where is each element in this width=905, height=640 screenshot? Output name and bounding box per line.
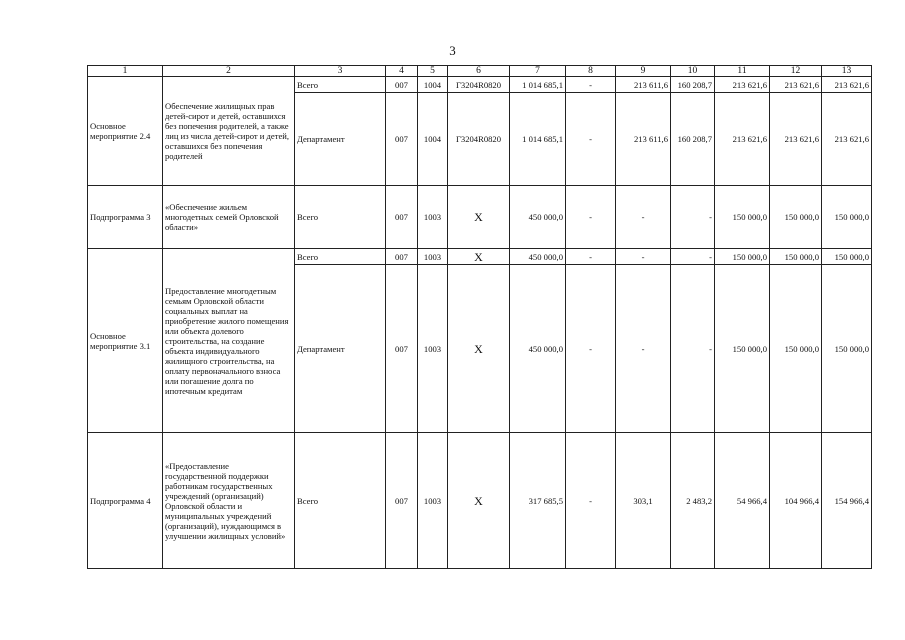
table-row (88, 77, 872, 93)
amount-cell: - (616, 265, 671, 433)
section-cell: 1003 (418, 265, 448, 433)
amount-cell: 104 966,4 (770, 433, 822, 569)
table-row (88, 186, 872, 249)
amount-cell: 150 000,0 (715, 249, 770, 265)
amount-cell: 150 000,0 (770, 186, 822, 249)
program-description-cell: Обеспечение жилищных прав детей-сирот и детей, оставшихся без попечения родителей, а также лиц из числа детей-сирот и детей, оставшихся без попечения родителей (163, 77, 295, 186)
amount-cell: - (616, 186, 671, 249)
amount-cell: 303,1 (616, 433, 671, 569)
amount-cell: 150 000,0 (822, 249, 872, 265)
header-col-10: 10 (671, 66, 715, 77)
grbs-cell: 007 (386, 93, 418, 186)
program-description-cell: «Обеспечение жильем многодетных семей Орловской области» (163, 186, 295, 249)
header-col-13: 13 (822, 66, 872, 77)
executor-cell: Всего (295, 433, 386, 569)
section-cell: 1003 (418, 433, 448, 569)
amount-cell: 150 000,0 (770, 265, 822, 433)
amount-cell: 150 000,0 (822, 186, 872, 249)
table-row (88, 433, 872, 569)
amount-cell: 213 611,6 (616, 77, 671, 93)
header-col-11: 11 (715, 66, 770, 77)
amount-cell: - (671, 249, 715, 265)
section-cell: 1003 (418, 186, 448, 249)
executor-cell: Всего (295, 77, 386, 93)
grbs-cell: 007 (386, 186, 418, 249)
target-article-cell: Г3204R0820 (448, 77, 510, 93)
amount-cell: 2 483,2 (671, 433, 715, 569)
amount-cell: 213 621,6 (715, 93, 770, 186)
budget-table (87, 65, 872, 569)
amount-cell: - (566, 265, 616, 433)
amount-cell: 160 208,7 (671, 93, 715, 186)
amount-cell: - (566, 77, 616, 93)
amount-cell: 213 621,6 (770, 77, 822, 93)
amount-cell: - (566, 93, 616, 186)
amount-cell: - (671, 186, 715, 249)
amount-cell: 160 208,7 (671, 77, 715, 93)
header-col-7: 7 (510, 66, 566, 77)
program-code-cell: Основное мероприятие 2.4 (88, 77, 163, 186)
page-number: 3 (449, 43, 456, 58)
amount-cell: - (616, 249, 671, 265)
section-cell: 1003 (418, 249, 448, 265)
header-row (88, 66, 872, 77)
program-code-cell: Подпрограмма 4 (88, 433, 163, 569)
amount-cell: - (671, 265, 715, 433)
grbs-cell: 007 (386, 433, 418, 569)
section-cell: 1004 (418, 77, 448, 93)
amount-cell: 450 000,0 (510, 265, 566, 433)
executor-cell: Департамент (295, 265, 386, 433)
grbs-cell: 007 (386, 77, 418, 93)
program-code-cell: Подпрограмма 3 (88, 186, 163, 249)
amount-cell: 213 621,6 (770, 93, 822, 186)
executor-cell: Всего (295, 249, 386, 265)
section-cell: 1004 (418, 93, 448, 186)
header-col-8: 8 (566, 66, 616, 77)
amount-cell: 150 000,0 (715, 265, 770, 433)
header-col-4: 4 (386, 66, 418, 77)
program-code-cell: Основное мероприятие 3.1 (88, 249, 163, 433)
amount-cell: 450 000,0 (510, 186, 566, 249)
amount-cell: - (566, 249, 616, 265)
target-article-cell: Х (448, 186, 510, 249)
header-col-1: 1 (88, 66, 163, 77)
amount-cell: 213 621,6 (715, 77, 770, 93)
header-col-9: 9 (616, 66, 671, 77)
amount-cell: 150 000,0 (822, 265, 872, 433)
grbs-cell: 007 (386, 249, 418, 265)
amount-cell: - (566, 433, 616, 569)
target-article-cell: Х (448, 433, 510, 569)
amount-cell: 213 621,6 (822, 93, 872, 186)
table-row (88, 249, 872, 265)
amount-cell: - (566, 186, 616, 249)
amount-cell: 213 621,6 (822, 77, 872, 93)
amount-cell: 150 000,0 (715, 186, 770, 249)
executor-cell: Всего (295, 186, 386, 249)
header-col-5: 5 (418, 66, 448, 77)
amount-cell: 1 014 685,1 (510, 93, 566, 186)
amount-cell: 450 000,0 (510, 249, 566, 265)
amount-cell: 150 000,0 (770, 249, 822, 265)
header-col-2: 2 (163, 66, 295, 77)
amount-cell: 154 966,4 (822, 433, 872, 569)
amount-cell: 54 966,4 (715, 433, 770, 569)
target-article-cell: Х (448, 249, 510, 265)
amount-cell: 213 611,6 (616, 93, 671, 186)
grbs-cell: 007 (386, 265, 418, 433)
program-description-cell: Предоставление многодетным семьям Орловской области социальных выплат на приобретение жилого помещения или объекта долевого строительства, на создание объекта индивидуального жилищного строительства, на оплату первоначального взноса или погашение долга по ипотечным кредитам (163, 249, 295, 433)
amount-cell: 1 014 685,1 (510, 77, 566, 93)
header-col-12: 12 (770, 66, 822, 77)
target-article-cell: Х (448, 265, 510, 433)
target-article-cell: Г3204R0820 (448, 93, 510, 186)
header-col-3: 3 (295, 66, 386, 77)
program-description-cell: «Предоставление государственной поддержки работникам государственных учреждений (организаций) Орловской области и муниципальных учреждений (организаций), нуждающимся в улучшении жилищных условий» (163, 433, 295, 569)
header-col-6: 6 (448, 66, 510, 77)
amount-cell: 317 685,5 (510, 433, 566, 569)
executor-cell: Департамент (295, 93, 386, 186)
